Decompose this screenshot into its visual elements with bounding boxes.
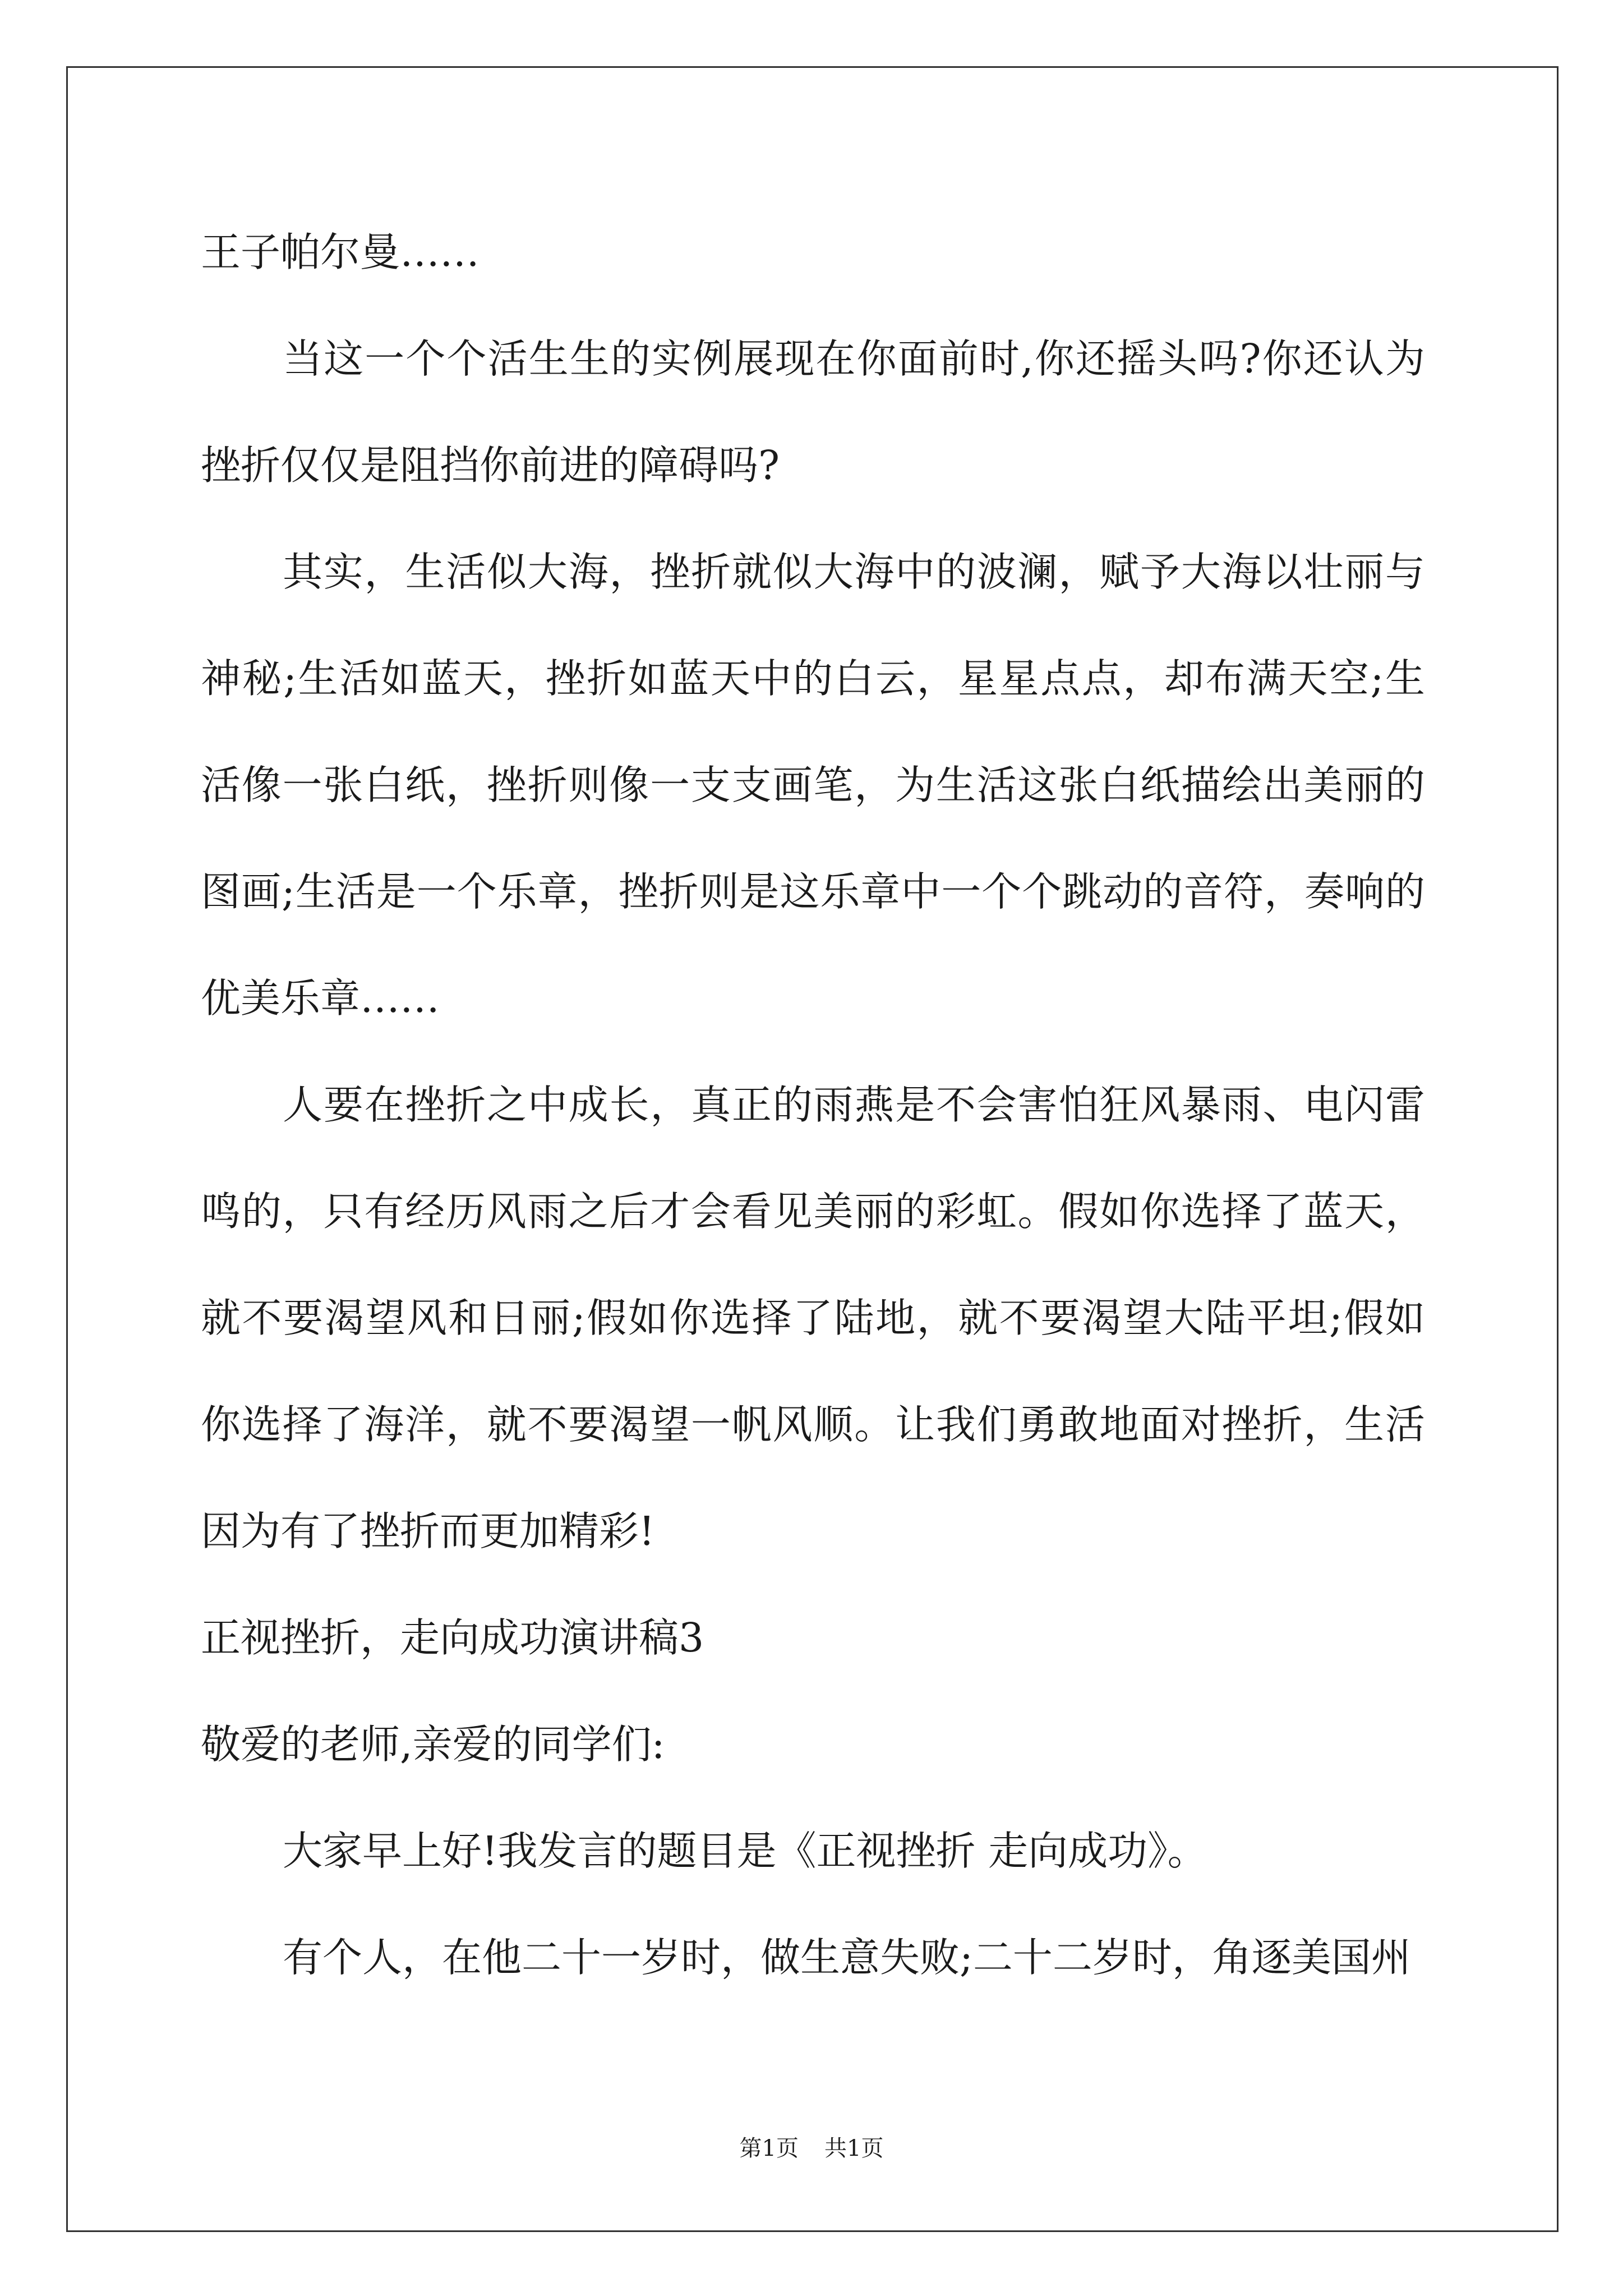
text-line: 活像一张白纸，挫折则像一支支画笔，为生活这张白纸描绘出美丽的 [201, 762, 1425, 808]
text-line: 大家早上好!我发言的题目是《正视挫折 走向成功》。 [283, 1828, 1207, 1874]
salutation: 敬爱的老师,亲爱的同学们: [201, 1721, 665, 1768]
paragraph [201, 1798, 1425, 1904]
body-text [201, 199, 1425, 2011]
text-line: 鸣的，只有经历风雨之后才会看见美丽的彩虹。假如你选择了蓝天， [201, 1188, 1425, 1235]
paragraph [201, 306, 1425, 519]
text-line: 王子帕尔曼…… [201, 229, 480, 275]
section-title: 正视挫折，走向成功演讲稿3 [201, 1614, 704, 1661]
text-line: 其实，生活似大海，挫折就似大海中的波澜，赋予大海以壮丽与 [283, 549, 1425, 595]
text-line: 挫折仅仅是阻挡你前进的障碍吗? [201, 442, 780, 489]
text-line: 有个人，在他二十一岁时，做生意失败;二十二岁时，角逐美国州 [283, 1934, 1411, 1981]
page-number-total: 共1页 [824, 2136, 884, 2161]
text-line: 神秘;生活如蓝天，挫折如蓝天中的白云，星星点点，却布满天空;生 [201, 655, 1425, 702]
page-footer [0, 2132, 1623, 2165]
text-line: 当这一个个活生生的实例展现在你面前时,你还摇头吗?你还认为 [283, 335, 1425, 382]
text-line: 你选择了海洋，就不要渴望一帆风顺。让我们勇敢地面对挫折，生活 [201, 1401, 1425, 1448]
text-line: 就不要渴望风和日丽;假如你选择了陆地，就不要渴望大陆平坦;假如 [201, 1295, 1425, 1341]
page-number-current: 第1页 [739, 2136, 799, 2161]
paragraph [201, 519, 1425, 1052]
text-line: 人要在挫折之中成长，真正的雨燕是不会害怕狂风暴雨、电闪雷 [283, 1082, 1425, 1128]
text-line: 图画;生活是一个乐章，挫折则是这乐章中一个个跳动的音符，奏响的 [201, 868, 1425, 915]
text-line: 优美乐章…… [201, 975, 440, 1022]
paragraph [201, 199, 1425, 306]
text-line: 因为有了挫折而更加精彩! [201, 1508, 655, 1554]
paragraph [201, 1052, 1425, 1585]
paragraph [201, 1904, 1425, 2011]
